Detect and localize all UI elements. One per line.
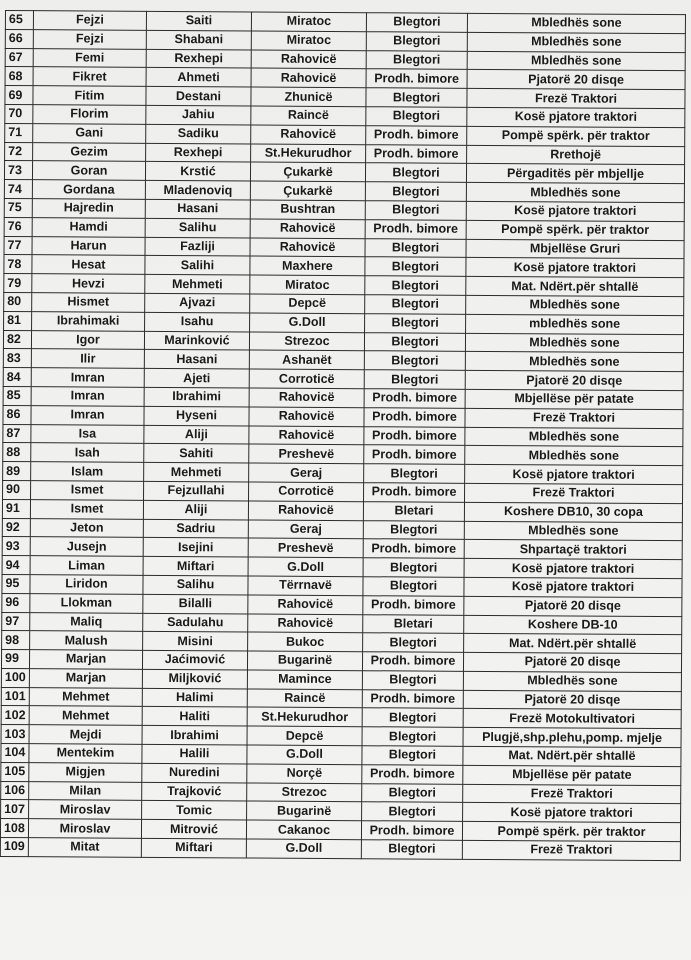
row-number-cell: 75 <box>4 198 32 217</box>
first-name-cell: Fitim <box>33 86 146 105</box>
equipment-cell: Rrethojë <box>467 145 685 165</box>
sector-cell: Blegtori <box>365 276 466 295</box>
first-name-cell: Marjan <box>29 650 142 669</box>
last-name-cell: Jaćimović <box>142 650 247 669</box>
row-number-cell: 107 <box>1 800 29 819</box>
sector-cell: Blegtori <box>366 13 467 32</box>
first-name-cell: Milan <box>29 781 142 800</box>
row-number-cell: 105 <box>1 762 29 781</box>
equipment-cell: Mbledhës sone <box>465 333 683 353</box>
first-name-cell: Fikret <box>33 67 146 86</box>
row-number-cell: 100 <box>1 668 29 687</box>
village-cell: Miratoc <box>251 12 366 31</box>
equipment-cell: Frezë Traktori <box>462 840 680 860</box>
sector-cell: Blegtori <box>366 50 467 69</box>
last-name-cell: Tomic <box>142 801 247 820</box>
village-cell: Raincë <box>247 689 362 708</box>
village-cell: Rahovicë <box>250 219 365 238</box>
first-name-cell: Jeton <box>30 518 143 537</box>
equipment-cell: Mbledhës sone <box>465 427 683 447</box>
village-cell: G.Doll <box>246 839 361 858</box>
equipment-cell: Mat. Ndërt.për shtallë <box>466 276 684 296</box>
last-name-cell: Miftari <box>143 556 248 575</box>
sector-cell: Blegtori <box>363 633 464 652</box>
last-name-cell: Jahiu <box>146 105 251 124</box>
equipment-cell: Mbledhës sone <box>467 51 685 71</box>
equipment-cell: Mbjellëse Gruri <box>466 239 684 259</box>
last-name-cell: Krstić <box>145 162 250 181</box>
village-cell: Rahovicë <box>250 238 365 257</box>
equipment-cell: Kosë pjatore traktori <box>466 201 684 221</box>
last-name-cell: Salihu <box>143 575 248 594</box>
last-name-cell: Ajvazi <box>145 293 250 312</box>
last-name-cell: Rexhepi <box>146 143 251 162</box>
first-name-cell: Mehmet <box>29 687 142 706</box>
beneficiaries-table <box>0 10 686 861</box>
equipment-cell: Mbjellëse për patate <box>463 765 681 785</box>
row-number-cell: 90 <box>3 480 31 499</box>
row-number-cell: 92 <box>2 518 30 537</box>
village-cell: Rahovicë <box>248 501 363 520</box>
row-number-cell: 87 <box>3 424 31 443</box>
equipment-cell: Mbjellëse për patate <box>465 389 683 409</box>
first-name-cell: Gani <box>33 123 146 142</box>
row-number-cell: 74 <box>4 180 32 199</box>
village-cell: Cakanoc <box>246 820 361 839</box>
village-cell: Rahovicë <box>249 407 364 426</box>
village-cell: G.Doll <box>250 313 365 332</box>
equipment-cell: Shpartaçë traktori <box>464 540 682 560</box>
sector-cell: Blegtori <box>365 182 466 201</box>
row-number-cell: 101 <box>1 687 29 706</box>
equipment-cell: Mbledhës sone <box>463 671 681 691</box>
first-name-cell: Gordana <box>32 180 145 199</box>
village-cell: Geraj <box>249 463 364 482</box>
first-name-cell: Imran <box>31 368 144 387</box>
village-cell: Çukarkë <box>250 181 365 200</box>
equipment-cell: Kosë pjatore traktori <box>464 558 682 578</box>
row-number-cell: 91 <box>2 499 30 518</box>
sector-cell: Prodh. bimore <box>362 652 463 671</box>
sector-cell: Blegtori <box>362 746 463 765</box>
sector-cell: Blegtori <box>363 520 464 539</box>
village-cell: Strezoc <box>249 332 364 351</box>
village-cell: Strezoc <box>247 783 362 802</box>
equipment-cell: Pompë spërk. për traktor <box>467 126 685 146</box>
first-name-cell: Hismet <box>32 293 145 312</box>
last-name-cell: Rexhepi <box>146 49 251 68</box>
row-number-cell: 106 <box>1 781 29 800</box>
row-number-cell: 99 <box>1 650 29 669</box>
first-name-cell: Fejzi <box>33 29 146 48</box>
equipment-cell: Pompë spërk. për traktor <box>462 822 680 842</box>
first-name-cell: Ibrahimaki <box>32 311 145 330</box>
first-name-cell: Ismet <box>31 481 144 500</box>
first-name-cell: Islam <box>31 462 144 481</box>
sector-cell: Blegtori <box>363 558 464 577</box>
village-cell: Mamince <box>247 670 362 689</box>
equipment-cell: Pjatorë 20 disqe <box>464 596 682 616</box>
row-number-cell: 95 <box>2 574 30 593</box>
table-body <box>0 11 685 861</box>
first-name-cell: Hevzi <box>32 274 145 293</box>
equipment-cell: Plugjë,shp.plehu,pomp. mjelje <box>463 728 681 748</box>
sector-cell: Blegtori <box>364 351 465 370</box>
last-name-cell: Destani <box>146 87 251 106</box>
village-cell: Rahovicë <box>248 595 363 614</box>
equipment-cell: Pompë spërk. për traktor <box>466 220 684 240</box>
first-name-cell: Mejdi <box>29 725 142 744</box>
sector-cell: Blegtori <box>362 708 463 727</box>
sector-cell: Prodh. bimore <box>366 69 467 88</box>
village-cell: Ashanët <box>249 350 364 369</box>
row-number-cell: 69 <box>5 86 33 105</box>
first-name-cell: Igor <box>31 330 144 349</box>
last-name-cell: Haliti <box>142 707 247 726</box>
equipment-cell: Frezë Traktori <box>465 483 683 503</box>
village-cell: Rahovicë <box>251 125 366 144</box>
last-name-cell: Ahmeti <box>146 68 251 87</box>
sector-cell: Prodh. bimore <box>364 426 465 445</box>
sector-cell: Prodh. bimore <box>361 821 462 840</box>
last-name-cell: Trajković <box>142 782 247 801</box>
equipment-cell: Kosë pjatore traktori <box>467 107 685 127</box>
village-cell: Çukarkë <box>250 162 365 181</box>
sector-cell: Blegtori <box>366 107 467 126</box>
equipment-cell: Kosë pjatore traktori <box>466 258 684 278</box>
village-cell: G.Doll <box>247 745 362 764</box>
row-number-cell: 84 <box>3 368 31 387</box>
village-cell: Maxhere <box>250 256 365 275</box>
equipment-cell: Kosë pjatore traktori <box>465 464 683 484</box>
last-name-cell: Fazliji <box>145 237 250 256</box>
first-name-cell: Femi <box>33 48 146 67</box>
last-name-cell: Hyseni <box>144 406 249 425</box>
sector-cell: Blegtori <box>366 88 467 107</box>
last-name-cell: Mitrović <box>141 820 246 839</box>
village-cell: Miratoc <box>251 31 366 50</box>
last-name-cell: Saiti <box>146 11 251 30</box>
last-name-cell: Halili <box>142 744 247 763</box>
first-name-cell: Harun <box>32 236 145 255</box>
first-name-cell: Liridon <box>30 575 143 594</box>
last-name-cell: Miftari <box>141 838 246 857</box>
row-number-cell: 102 <box>1 706 29 725</box>
first-name-cell: Migjen <box>29 763 142 782</box>
equipment-cell: Frezë Motokultivatori <box>463 709 681 729</box>
equipment-cell: Frezë Traktori <box>467 89 685 109</box>
row-number-cell: 96 <box>2 593 30 612</box>
village-cell: Bukoc <box>248 632 363 651</box>
row-number-cell: 94 <box>2 556 30 575</box>
village-cell: Preshevë <box>249 444 364 463</box>
row-number-cell: 93 <box>2 537 30 556</box>
village-cell: St.Hekurudhor <box>251 144 366 163</box>
row-number-cell: 78 <box>4 255 32 274</box>
equipment-cell: Mbledhës sone <box>466 295 684 315</box>
sector-cell: Blegtori <box>362 727 463 746</box>
first-name-cell: Imran <box>31 387 144 406</box>
last-name-cell: Sahiti <box>144 444 249 463</box>
equipment-cell: Koshere DB-10 <box>464 615 682 635</box>
sector-cell: Blegtori <box>365 295 466 314</box>
equipment-cell: Mbledhës sone <box>466 182 684 202</box>
last-name-cell: Halimi <box>142 688 247 707</box>
row-number-cell: 83 <box>3 349 31 368</box>
equipment-cell: Frezë Traktori <box>463 784 681 804</box>
last-name-cell: Hasani <box>144 350 249 369</box>
sector-cell: Blegtori <box>362 802 463 821</box>
first-name-cell: Imran <box>31 405 144 424</box>
first-name-cell: Malush <box>30 631 143 650</box>
last-name-cell: Mehmeti <box>145 275 250 294</box>
row-number-cell: 108 <box>0 819 28 838</box>
village-cell: Zhunicë <box>251 87 366 106</box>
village-cell: Rahovicë <box>251 50 366 69</box>
sector-cell: Blegtori <box>364 370 465 389</box>
row-number-cell: 71 <box>5 123 33 142</box>
last-name-cell: Salihu <box>145 218 250 237</box>
last-name-cell: Shabani <box>146 30 251 49</box>
last-name-cell: Sadiku <box>146 124 251 143</box>
village-cell: Preshevë <box>248 538 363 557</box>
equipment-cell: Mbledhës sone <box>465 446 683 466</box>
row-number-cell: 97 <box>2 612 30 631</box>
last-name-cell: Ibrahimi <box>142 726 247 745</box>
village-cell: Tërrnavë <box>248 576 363 595</box>
first-name-cell: Hamdi <box>32 217 145 236</box>
equipment-cell: Mbledhës sone <box>464 521 682 541</box>
first-name-cell: Ilir <box>31 349 144 368</box>
sector-cell: Prodh. bimore <box>362 689 463 708</box>
row-number-cell: 86 <box>3 405 31 424</box>
village-cell: Bugarinë <box>247 651 362 670</box>
sector-cell: Prodh. bimore <box>366 144 467 163</box>
equipment-cell: Mbledhës sone <box>467 32 685 52</box>
last-name-cell: Marinković <box>144 331 249 350</box>
first-name-cell: Goran <box>32 161 145 180</box>
sector-cell: Blegtori <box>362 783 463 802</box>
village-cell: Depcë <box>247 726 362 745</box>
equipment-cell: Mat. Ndërt.për shtallë <box>464 634 682 654</box>
equipment-cell: Pjatorë 20 disqe <box>465 370 683 390</box>
village-cell: St.Hekurudhor <box>247 707 362 726</box>
first-name-cell: Fejzi <box>33 11 146 30</box>
first-name-cell: Marjan <box>29 669 142 688</box>
equipment-cell: Kosë pjatore traktori <box>464 577 682 597</box>
row-number-cell: 88 <box>3 443 31 462</box>
first-name-cell: Isah <box>31 443 144 462</box>
row-number-cell: 98 <box>2 631 30 650</box>
sector-cell: Prodh. bimore <box>364 483 465 502</box>
row-number-cell: 82 <box>3 330 31 349</box>
sector-cell: Blegtori <box>362 671 463 690</box>
last-name-cell: Miljković <box>142 669 247 688</box>
row-number-cell: 109 <box>0 838 28 857</box>
sector-cell: Blegtori <box>365 238 466 257</box>
last-name-cell: Isejini <box>143 538 248 557</box>
village-cell: Rahovicë <box>249 426 364 445</box>
sector-cell: Prodh. bimore <box>364 389 465 408</box>
sector-cell: Blegtori <box>365 163 466 182</box>
first-name-cell: Miroslav <box>29 800 142 819</box>
row-number-cell: 76 <box>4 217 32 236</box>
village-cell: Norçë <box>247 764 362 783</box>
sector-cell: Blegtori <box>364 464 465 483</box>
equipment-cell: Mbledhës sone <box>465 352 683 372</box>
row-number-cell: 73 <box>4 161 32 180</box>
equipment-cell: Koshere DB10, 30 copa <box>464 502 682 522</box>
sector-cell: Blegtori <box>365 313 466 332</box>
first-name-cell: Florim <box>33 105 146 124</box>
first-name-cell: Maliq <box>30 612 143 631</box>
row-number-cell: 67 <box>5 48 33 67</box>
village-cell: Raincë <box>251 106 366 125</box>
last-name-cell: Ibrahimi <box>144 387 249 406</box>
village-cell: Geraj <box>248 520 363 539</box>
last-name-cell: Hasani <box>145 199 250 218</box>
equipment-cell: Mbledhës sone <box>467 13 685 33</box>
equipment-cell: Pjatorë 20 disqe <box>463 690 681 710</box>
row-number-cell: 103 <box>1 725 29 744</box>
first-name-cell: Llokman <box>30 593 143 612</box>
sector-cell: Blegtori <box>366 32 467 51</box>
village-cell: Rahovicë <box>248 613 363 632</box>
equipment-cell: Pjatorë 20 disqe <box>463 652 681 672</box>
village-cell: Rahovicë <box>251 68 366 87</box>
village-cell: Depcë <box>250 294 365 313</box>
village-cell: Rahovicë <box>249 388 364 407</box>
table-row <box>0 838 680 861</box>
last-name-cell: Nuredini <box>142 763 247 782</box>
first-name-cell: Mitat <box>28 838 141 857</box>
row-number-cell: 104 <box>1 744 29 763</box>
sector-cell: Bletari <box>363 501 464 520</box>
last-name-cell: Isahu <box>145 312 250 331</box>
last-name-cell: Aliji <box>144 425 249 444</box>
equipment-cell: Pjatorë 20 disqe <box>467 70 685 90</box>
equipment-cell: Kosë pjatore traktori <box>463 803 681 823</box>
first-name-cell: Miroslav <box>28 819 141 838</box>
village-cell: Bushtran <box>250 200 365 219</box>
last-name-cell: Fejzullahi <box>144 481 249 500</box>
sector-cell: Blegtori <box>365 201 466 220</box>
row-number-cell: 68 <box>5 67 33 86</box>
first-name-cell: Hesat <box>32 255 145 274</box>
last-name-cell: Sadriu <box>143 519 248 538</box>
last-name-cell: Sadulahu <box>143 613 248 632</box>
sector-cell: Blegtori <box>361 840 462 859</box>
first-name-cell: Hajredin <box>32 199 145 218</box>
first-name-cell: Gezim <box>33 142 146 161</box>
sector-cell: Blegtori <box>363 577 464 596</box>
sector-cell: Prodh. bimore <box>364 407 465 426</box>
row-number-cell: 85 <box>3 386 31 405</box>
first-name-cell: Mehmet <box>29 706 142 725</box>
row-number-cell: 81 <box>4 311 32 330</box>
first-name-cell: Isa <box>31 424 144 443</box>
equipment-cell: Mat. Ndërt.për shtallë <box>463 746 681 766</box>
sector-cell: Prodh. bimore <box>363 539 464 558</box>
last-name-cell: Aliji <box>143 500 248 519</box>
sector-cell: Prodh. bimore <box>366 125 467 144</box>
equipment-cell: Përgaditës për mbjellje <box>466 164 684 184</box>
village-cell: G.Doll <box>248 557 363 576</box>
first-name-cell: Mentekim <box>29 744 142 763</box>
first-name-cell: Ismet <box>30 499 143 518</box>
sector-cell: Prodh. bimore <box>364 445 465 464</box>
last-name-cell: Bilalli <box>143 594 248 613</box>
sector-cell: Bletari <box>363 614 464 633</box>
row-number-cell: 70 <box>5 104 33 123</box>
village-cell: Corroticë <box>249 482 364 501</box>
sector-cell: Blegtori <box>364 332 465 351</box>
equipment-cell: Frezë Traktori <box>465 408 683 428</box>
first-name-cell: Liman <box>30 556 143 575</box>
last-name-cell: Mehmeti <box>144 462 249 481</box>
sector-cell: Prodh. bimore <box>363 595 464 614</box>
row-number-cell: 66 <box>5 29 33 48</box>
village-cell: Corroticë <box>249 369 364 388</box>
village-cell: Miratoc <box>250 275 365 294</box>
sector-cell: Prodh. bimore <box>362 765 463 784</box>
row-number-cell: 72 <box>5 142 33 161</box>
sector-cell: Blegtori <box>365 257 466 276</box>
row-number-cell: 80 <box>4 292 32 311</box>
sector-cell: Prodh. bimore <box>365 219 466 238</box>
row-number-cell: 79 <box>4 274 32 293</box>
last-name-cell: Ajeti <box>144 368 249 387</box>
first-name-cell: Jusejn <box>30 537 143 556</box>
last-name-cell: Mladenoviq <box>145 181 250 200</box>
row-number-cell: 89 <box>3 462 31 481</box>
row-number-cell: 65 <box>5 11 33 30</box>
equipment-cell: mbledhës sone <box>466 314 684 334</box>
row-number-cell: 77 <box>4 236 32 255</box>
last-name-cell: Misini <box>143 632 248 651</box>
village-cell: Bugarinë <box>247 801 362 820</box>
last-name-cell: Salihi <box>145 256 250 275</box>
